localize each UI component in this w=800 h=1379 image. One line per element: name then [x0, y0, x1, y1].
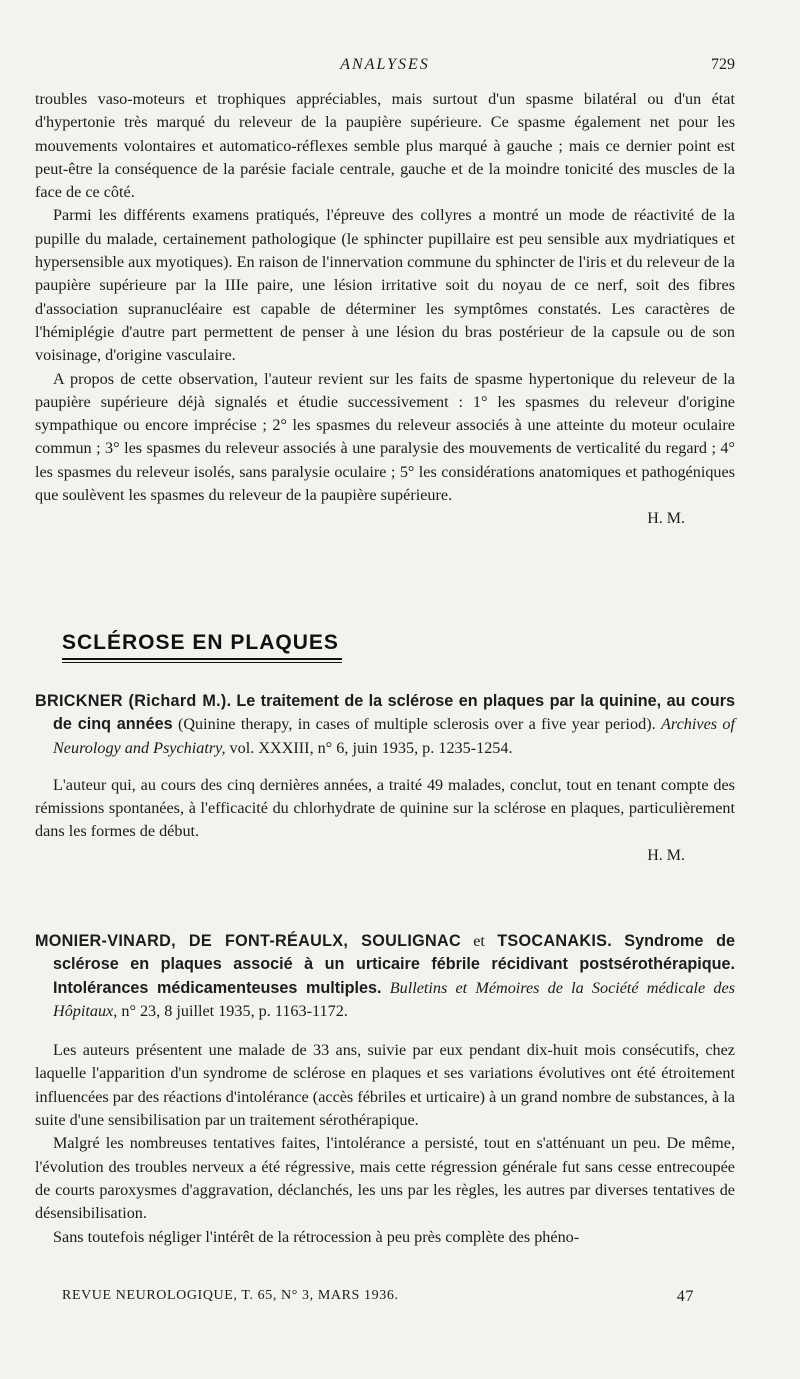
intro-paragraph-2: Parmi les différents examens pratiqués, l'épreuve des collyres a montré un mode de réactivité de la pupille du malade, certainement pathologique (le sphincter pupillaire est peu sensible aux mydriatiques et hypersensible aux myotiques). En raison de l'innervation commune du sphincter de l'iris et du releveur de la paupière supérieure par la IIIe paire, une lésion irritative soit du noyau de ce nerf, soit des fibres d'association supranucléaire est capable de déterminer les symptômes constatés. Les caractères de l'hémiplégie d'autre part permettent de penser à une lésion du bras postérieur de la capsule ou de son voisinage, d'origine vasculaire.	[35, 206, 735, 365]
review2-paragraph-2: Malgré les nombreuses tentatives faites, l'intolérance a persisté, tout en s'atténuant un peu. De même, l'évolution des troubles nerveux a été régressive, mais cette régression générale fut sans cesse entrecoupée de courts paroxysmes d'aggravation, déclanchés, les uns par les règles, les autres par diverses tentatives de désensibilisation.	[35, 1134, 735, 1223]
page-footer	[62, 1288, 694, 1310]
review2-reference	[35, 930, 735, 1023]
running-title: ANALYSES	[340, 56, 430, 73]
review2-title: Syndrome de sclérose en plaques associé à un urticaire fébrile récidivant postsérothérapique. Intolérances médicamenteuses multiples.	[53, 932, 736, 997]
section-underline-thin	[62, 662, 342, 663]
intro-paragraph-3: A propos de cette observation, l'auteur revient sur les faits de spasme hypertonique du releveur de la paupière supérieure déjà signalés et étudie successivement : 1° les spasmes du releveur d'origine sympathique ou encore imprécise ; 2° les spasmes du releveur associés à une atteinte du moteur oculaire commun ; 3° les spasmes du releveur associés à une paralysie des mouvements de verticalité du regard ; 4° les spasmes du releveur isolés, sans paralysie oculaire ; 5° les considérations anatomiques et pathogéniques que soulèvent les spasmes du releveur de la paupière supérieure.	[35, 369, 735, 505]
section-title: SCLÉROSE EN PLAQUES	[62, 631, 339, 654]
review1-authors: BRICKNER (Richard M.).	[35, 692, 232, 710]
intro-signature: H. M.	[647, 510, 685, 528]
footer-sheet-number: 47	[676, 1288, 694, 1305]
review2-paragraph-3: Sans toutefois négliger l'intérêt de la rétrocession à peu près complète des phéno-	[53, 1227, 580, 1246]
review1-reference	[35, 690, 735, 760]
review1-title: Le traitement de la sclérose en plaques par la quinine, au cours de cinq années	[53, 692, 735, 734]
review1-original-title: (Quinine therapy, in cases of multiple sclerosis over a five year period).	[177, 715, 656, 734]
review-monier-vinard	[35, 930, 735, 1249]
review1-text: L'auteur qui, au cours des cinq dernières années, a traité 49 malades, conclut, tout en tenant compte des rémissions spontanées, à l'efficacité du chlorhydrate de quinine sur la sclérose en plaques, particulièrement dans les formes de début.	[35, 775, 735, 841]
page-number: 729	[711, 56, 735, 73]
review2-authors-last: TSOCANAKIS.	[497, 932, 613, 950]
section-underline	[62, 658, 342, 660]
review1-citation: vol. XXXIII, n° 6, juin 1935, p. 1235-1254.	[229, 738, 513, 757]
review2-authors: MONIER-VINARD, DE FONT-RÉAULX, SOULIGNAC	[35, 932, 461, 950]
page-header	[35, 56, 735, 78]
review2-paragraph-1: Les auteurs présentent une malade de 33 ans, suivie par eux pendant dix-huit mois consécutifs, chez laquelle l'apparition d'un syndrome de sclérose en plaques et ses variations évolutives ont été étroitement influencées par des réactions d'intolérance (accès fébriles et urticaire) à un grand nombre de substances, à la suite d'une sensibilisation par un traitement sérothérapique.	[35, 1041, 735, 1130]
review1-journal: Archives of Neurology and Psychiatry,	[53, 715, 735, 757]
footer-journal: REVUE NEUROLOGIQUE, T. 65, N° 3, MARS 1936.	[62, 1288, 399, 1303]
review2-journal: Bulletins et Mémoires de la Société médicale des Hôpitaux,	[53, 978, 735, 1020]
review2-citation: n° 23, 8 juillet 1935, p. 1163-1172.	[121, 1001, 348, 1020]
intro-article	[35, 88, 735, 530]
review1-signature: H. M.	[647, 846, 685, 864]
review2-authors-and: et	[473, 932, 485, 950]
intro-paragraph-1: troubles vaso-moteurs et trophiques appréciables, mais surtout d'un spasme bilatéral ou d'un état d'hypertonie très marqué du releveur de la paupière supérieure. Ce spasme également net pour les mouvements volontaires et automatico-réflexes semble plus marqué à gauche ; mais ce dernier point est peut-être la conséquence de la parésie faciale centrale, gauche et de la moindre tonicité des muscles de la face de ce côté.	[35, 90, 735, 202]
review-brickner	[35, 690, 735, 867]
